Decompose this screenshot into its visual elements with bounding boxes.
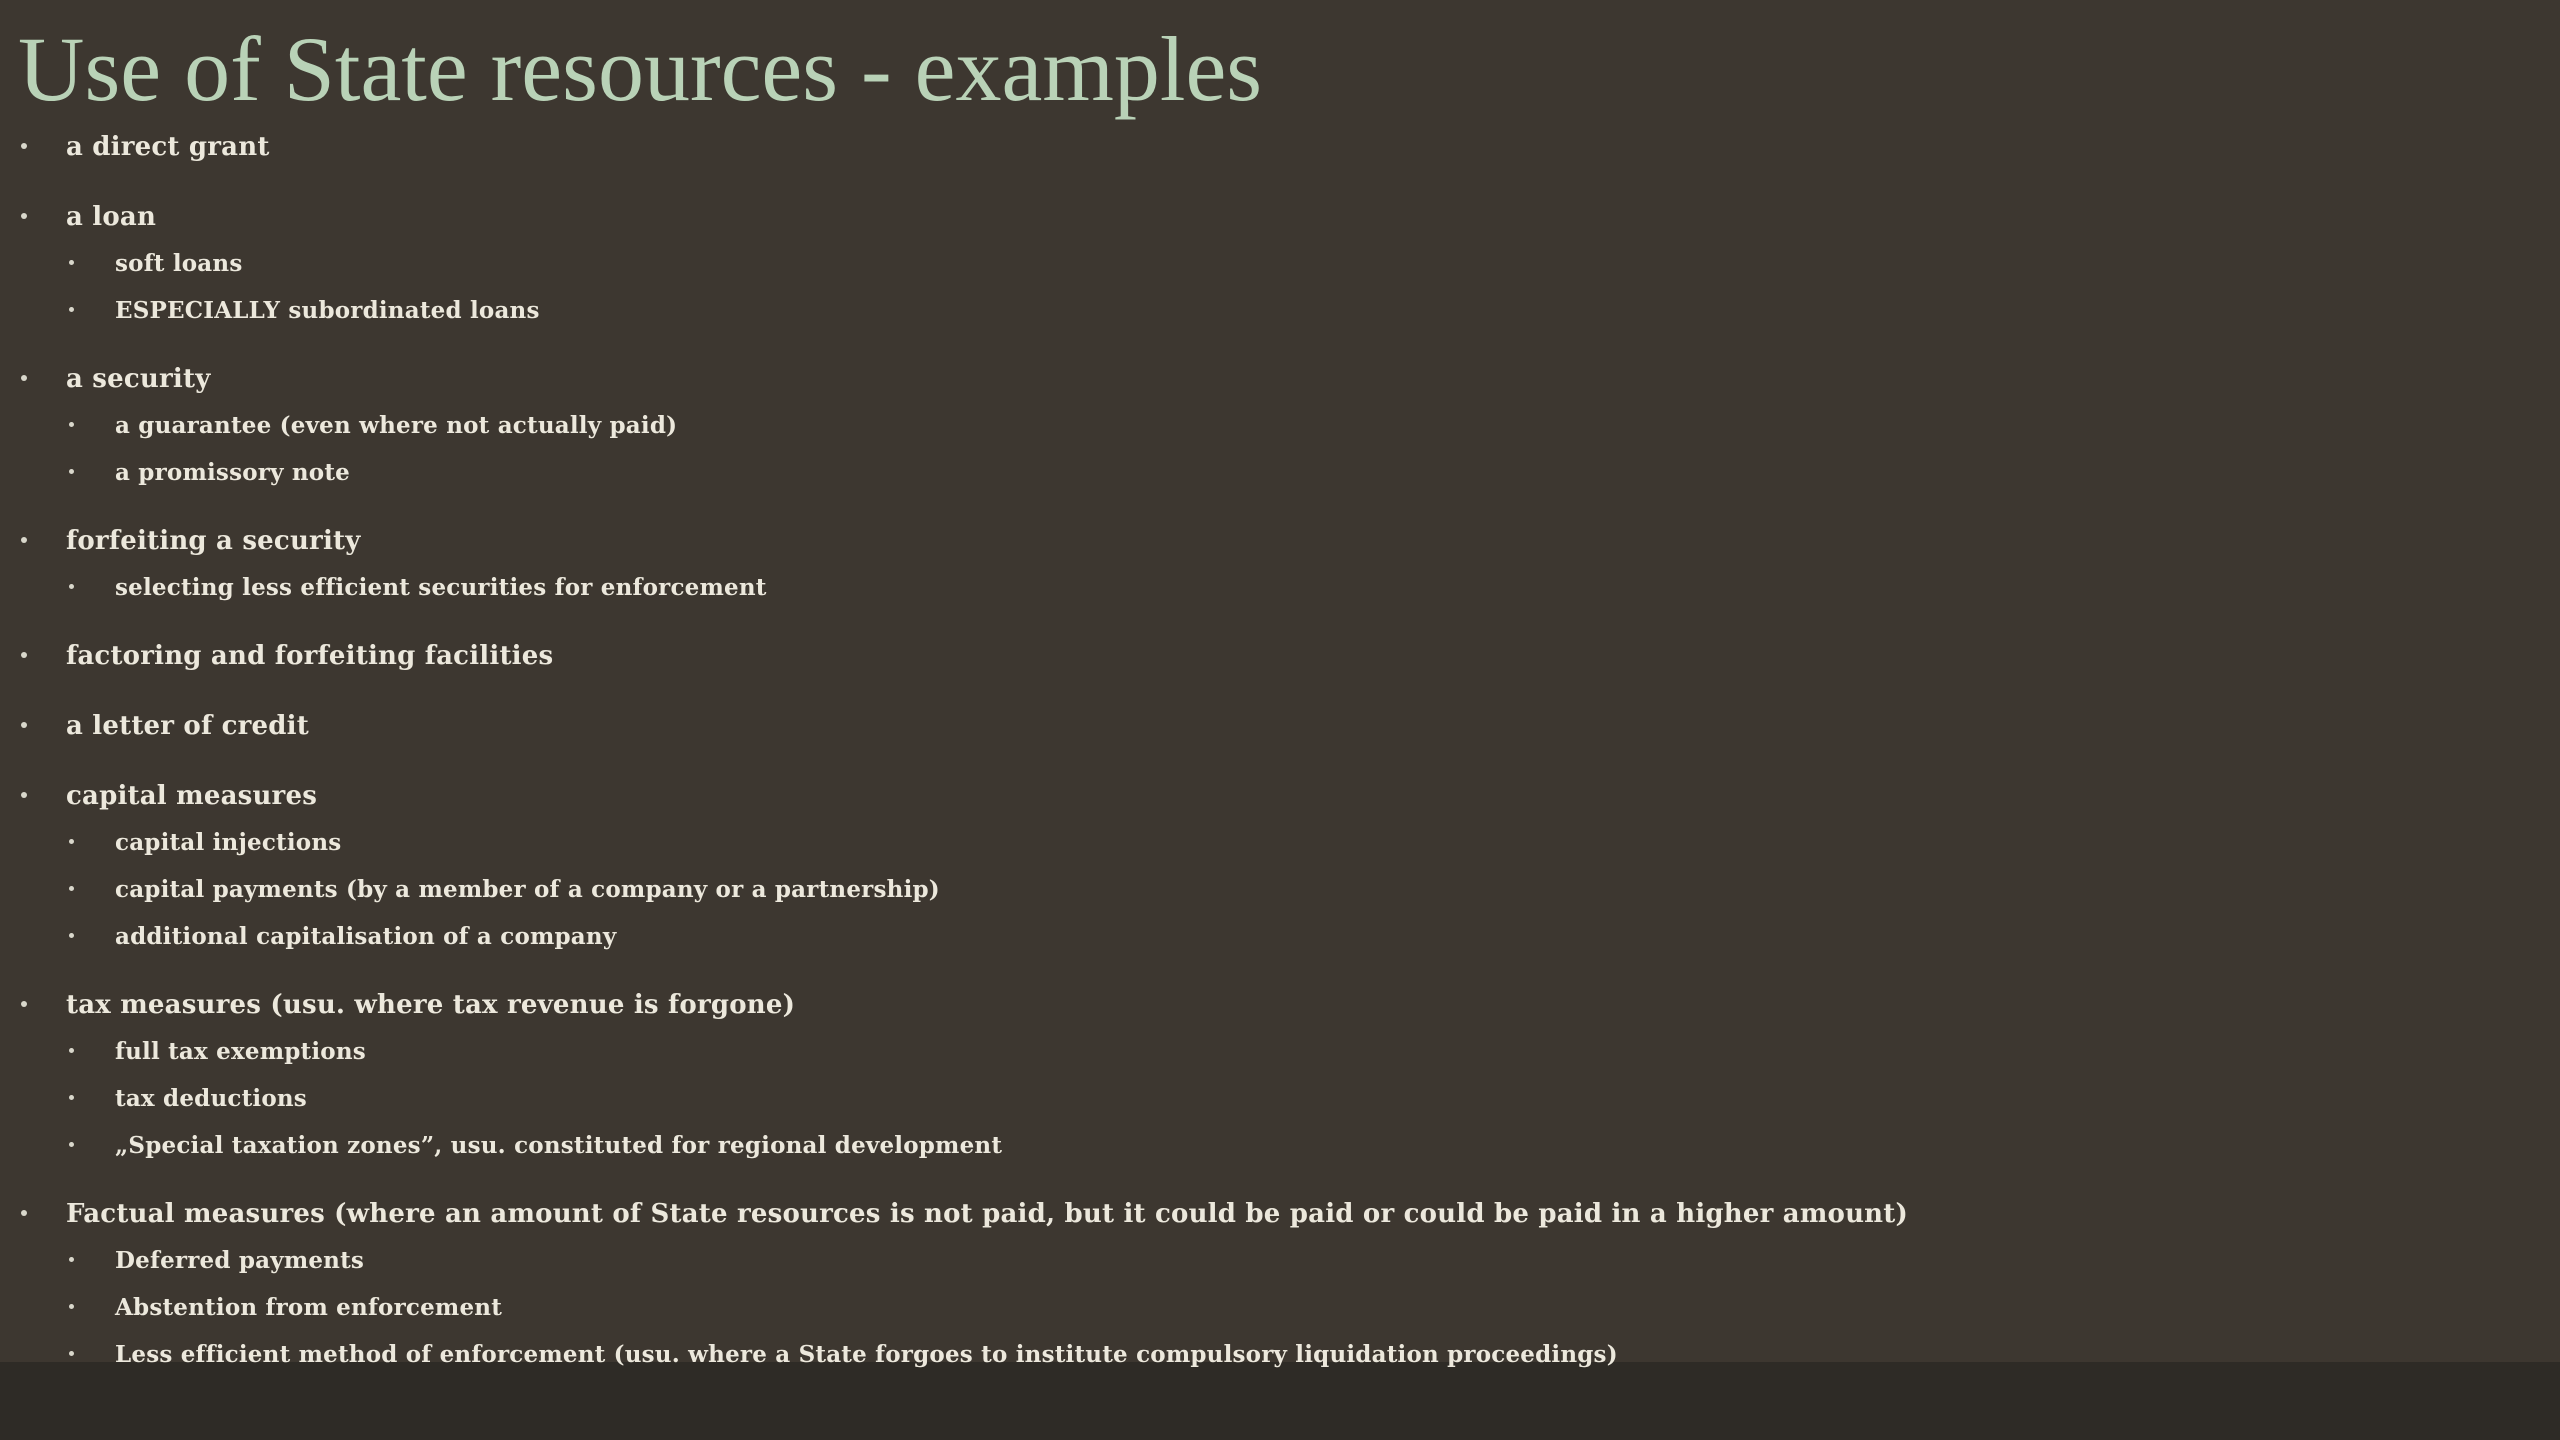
sub-bullet-marker (69, 1304, 74, 1309)
sub-bullet-marker (69, 422, 74, 427)
sub-bullet-item (115, 1246, 364, 1276)
bullet-marker (21, 652, 27, 658)
sub-bullet-item-text: ESPECIALLY subordinated loans (115, 297, 540, 324)
sub-bullet-item (115, 922, 616, 952)
sub-bullet-marker (69, 1048, 74, 1053)
slide-title: Use of State resources - examples (18, 18, 1263, 120)
bullet-marker (21, 1210, 27, 1216)
bullet-item (66, 524, 361, 558)
sub-bullet-item-text: a promissory note (115, 459, 350, 486)
sub-bullet-marker (69, 260, 74, 265)
sub-bullet-item-text: tax deductions (115, 1085, 307, 1112)
sub-bullet-item (115, 875, 940, 905)
bullet-item-text: a security (66, 364, 211, 394)
bullet-marker (21, 213, 27, 219)
sub-bullet-item (115, 458, 350, 488)
bullet-item (66, 200, 156, 234)
sub-bullet-marker (69, 1142, 74, 1147)
sub-bullet-item-text: Abstention from enforcement (115, 1294, 503, 1321)
sub-bullet-item (115, 1293, 502, 1323)
sub-bullet-item-text: capital injections (115, 829, 342, 856)
sub-bullet-item-text: capital payments (by a member of a company or a partnership) (115, 876, 940, 903)
sub-bullet-item (115, 828, 341, 858)
bullet-item (66, 639, 553, 673)
sub-bullet-item (115, 1131, 1002, 1161)
bullet-item (66, 362, 211, 396)
sub-bullet-item-text: additional capitalisation of a company (115, 923, 617, 950)
sub-bullet-item-text: full tax exemptions (115, 1038, 366, 1065)
sub-bullet-marker (69, 1095, 74, 1100)
bullet-marker (21, 537, 27, 543)
sub-bullet-marker (69, 469, 74, 474)
bullet-marker (21, 143, 27, 149)
sub-bullet-item-text: selecting less efficient securities for enforcement (115, 574, 767, 601)
sub-bullet-marker (69, 839, 74, 844)
sub-bullet-item (115, 573, 767, 603)
sub-bullet-marker (69, 307, 74, 312)
bullet-marker (21, 375, 27, 381)
sub-bullet-item-text: „Special taxation zones”, usu. constituted for regional development (115, 1132, 1003, 1159)
bullet-item-text: a letter of credit (66, 711, 309, 741)
sub-bullet-marker (69, 1257, 74, 1262)
sub-bullet-marker (69, 886, 74, 891)
sub-bullet-marker (69, 584, 74, 589)
sub-bullet-item (115, 1340, 1618, 1370)
bullet-marker (21, 722, 27, 728)
sub-bullet-item (115, 1037, 366, 1067)
sub-bullet-item-text: a guarantee (even where not actually paid) (115, 412, 678, 439)
bullet-marker (21, 1001, 27, 1007)
bullet-item (66, 779, 317, 813)
sub-bullet-item (115, 411, 677, 441)
bullet-item (66, 130, 270, 164)
bullet-item-text: a direct grant (66, 132, 270, 162)
bullet-item (66, 709, 309, 743)
bullet-item-text: a loan (66, 202, 157, 232)
sub-bullet-item (115, 1084, 307, 1114)
bullet-item-text: tax measures (usu. where tax revenue is forgone) (66, 990, 796, 1020)
bullet-item-text: Factual measures (where an amount of State resources is not paid, but it could be paid or could be paid in a higher amount) (66, 1199, 1908, 1229)
sub-bullet-marker (69, 933, 74, 938)
sub-bullet-item-text: Less efficient method of enforcement (usu. where a State forgoes to institute compulsory liquidation proceedings) (115, 1341, 1618, 1368)
sub-bullet-item (115, 296, 540, 326)
bullet-item (66, 988, 795, 1022)
sub-bullet-item-text: Deferred payments (115, 1247, 365, 1274)
bullet-item-text: factoring and forfeiting facilities (66, 641, 554, 671)
bullet-item-text: forfeiting a security (66, 526, 361, 556)
sub-bullet-marker (69, 1351, 74, 1356)
sub-bullet-item (115, 249, 242, 279)
sub-bullet-item-text: soft loans (115, 250, 243, 277)
bullet-marker (21, 792, 27, 798)
bullet-item (66, 1197, 1908, 1231)
bullet-item-text: capital measures (66, 781, 318, 811)
